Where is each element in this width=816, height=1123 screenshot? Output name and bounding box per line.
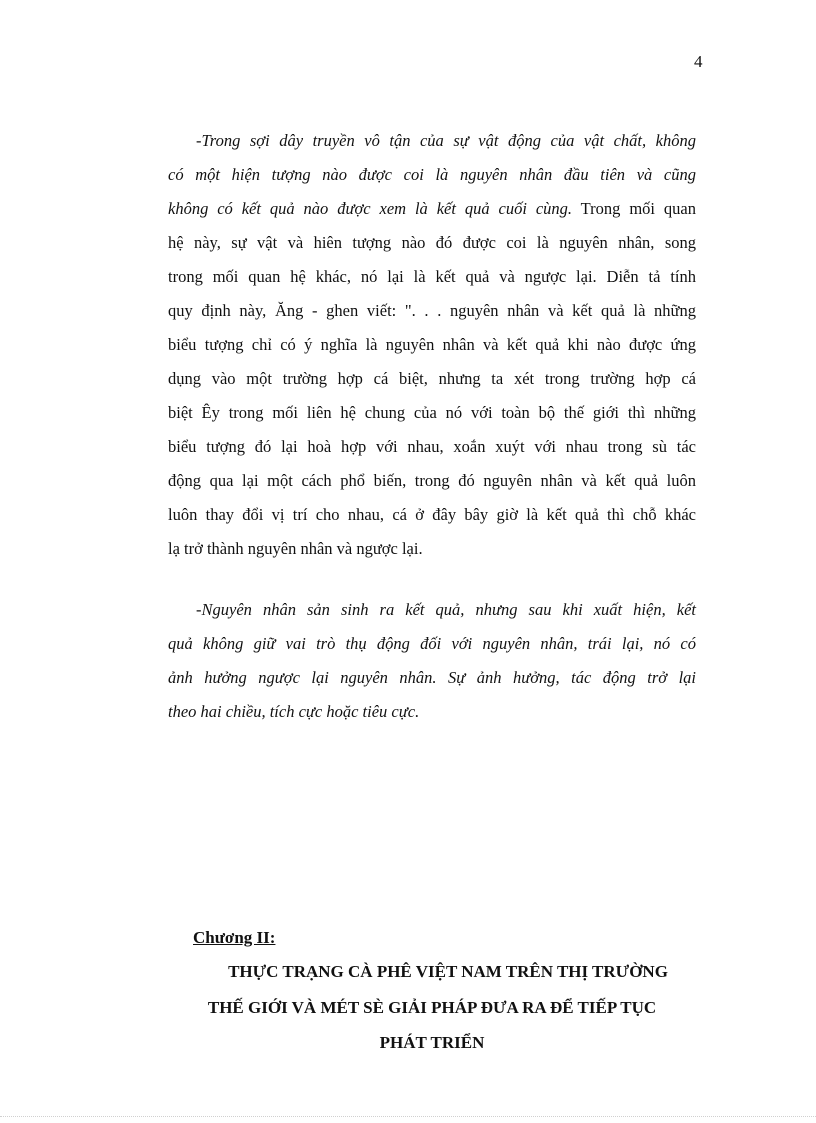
- text-line: động qua lại một cách phổ biến, trong đó nguyên nhân và kết quả luôn: [168, 471, 696, 490]
- text-line: [168, 198, 696, 220]
- text-line: luôn thay đổi vị trí cho nhau, cá ở đây bây giờ là kết quả thì chỗ khác: [168, 505, 696, 524]
- text-line: trong mối quan hệ khác, nó lại là kết quả và ngược lại. Diễn tả tính: [168, 267, 696, 286]
- text-line: dụng vào một trường hợp cá biệt, nhưng ta xét trong trường hợp cá: [168, 369, 696, 388]
- text-line: biểu tượng chỉ có ý nghĩa là nguyên nhân và kết quả khi nào được ứng: [168, 335, 696, 354]
- text-line: -Trong sợi dây truyền vô tận của sự vật động của vật chất, không: [196, 131, 696, 150]
- text-line: hệ này, sự vật và hiên tượng nào đó được coi là nguyên nhân, song: [168, 233, 696, 252]
- chapter-title-line: THỰC TRẠNG CÀ PHÊ VIỆT NAM TRÊN THỊ TRƯỜNG: [228, 962, 668, 981]
- text-line: biệt Êy trong mối liên hệ chung của nó với toàn bộ thế giới thì những: [168, 403, 696, 422]
- text-line: theo hai chiều, tích cực hoặc tiêu cực.: [168, 702, 420, 721]
- chapter-label: Chương II:: [193, 928, 276, 947]
- italic-text: không có kết quả nào được xem là kết quả cuối cùng.: [168, 199, 573, 218]
- text-line: có một hiện tượng nào được coi là nguyên nhân đầu tiên và cũng: [168, 165, 696, 184]
- text-line: quy định này, Ăng - ghen viết: ". . . nguyên nhân và kết quả là những: [168, 301, 696, 320]
- text-line: ảnh hưởng ngược lại nguyên nhân. Sự ảnh hưởng, tác động trở lại: [168, 668, 696, 687]
- page-number: 4: [694, 52, 703, 71]
- text-line: lạ trở thành nguyên nhân và ngược lại.: [168, 539, 423, 558]
- text-line: -Nguyên nhân sản sinh ra kết quả, nhưng sau khi xuất hiện, kết: [196, 600, 696, 619]
- regular-text: Trong mối quan: [572, 199, 696, 218]
- text-line: quả không giữ vai trò thụ động đối với nguyên nhân, trái lại, nó có: [168, 634, 696, 653]
- page-bottom-rule: [0, 1116, 816, 1117]
- chapter-title-line: PHÁT TRIỂN: [379, 1033, 485, 1052]
- chapter-title-line: THẾ GIỚI VÀ MÉT SÈ GIẢI PHÁP ĐƯA RA ĐỂ TIẾP TỤC: [207, 998, 657, 1017]
- text-line: biểu tượng đó lại hoà hợp với nhau, xoắn xuýt với nhau trong sù tác: [168, 437, 696, 456]
